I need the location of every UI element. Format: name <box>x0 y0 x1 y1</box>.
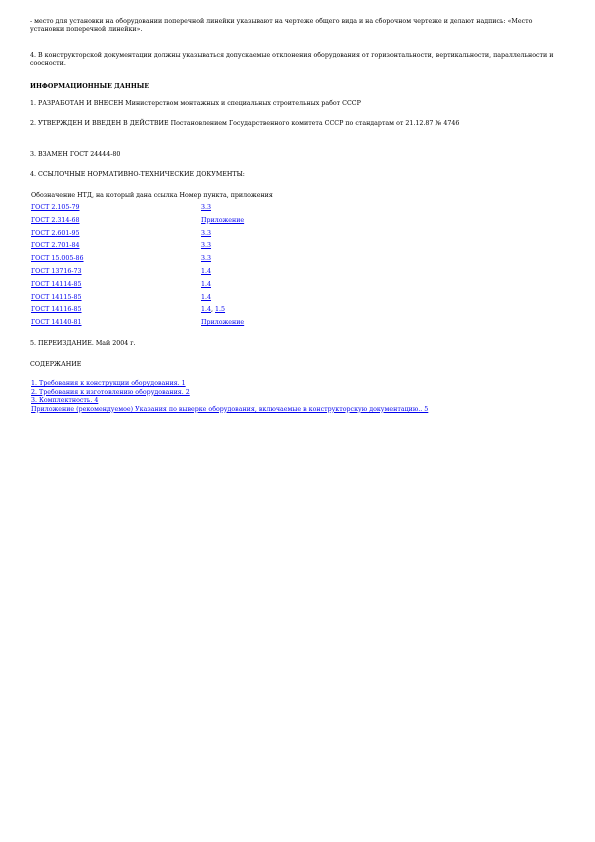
table-row <box>31 242 331 251</box>
table-row <box>31 281 331 290</box>
toc-link[interactable]: 3. Комплектность. 4 <box>31 397 99 404</box>
ref-link[interactable]: 3.3 <box>201 229 212 237</box>
doc-link[interactable]: ГОСТ 14140-81 <box>31 319 82 327</box>
info-item-1: 1. РАЗРАБОТАН И ВНЕСЕН Министерством монтажных и специальных строительных работ СССР <box>30 100 361 107</box>
toc-link[interactable]: 2. Требования к изготовлению оборудования. 2 <box>31 388 190 396</box>
table-row <box>31 268 331 277</box>
table-row <box>31 255 331 264</box>
ref-link[interactable]: 1.4 <box>201 293 212 301</box>
ref-link[interactable]: Приложение <box>201 216 245 224</box>
ref-link[interactable]: 1.4 <box>201 306 212 314</box>
doc-link[interactable]: ГОСТ 2.601-95 <box>31 229 80 237</box>
doc-link[interactable]: ГОСТ 14115-85 <box>31 293 82 301</box>
ref-link[interactable]: 3.3 <box>201 204 212 211</box>
info-heading: ИНФОРМАЦИОННЫЕ ДАННЫЕ <box>30 83 150 90</box>
contents-heading: СОДЕРЖАНИЕ <box>30 361 82 368</box>
info-item-4: 4. ССЫЛОЧНЫЕ НОРМАТИВНО-ТЕХНИЧЕСКИЕ ДОКУМЕНТЫ: <box>30 171 245 178</box>
doc-link[interactable]: ГОСТ 2.701-84 <box>31 242 80 250</box>
ref-link[interactable]: Приложение <box>201 319 245 327</box>
intro-paragraph: - место для установки на оборудовании поперечной линейки указывают на чертеже общего вида и на сборочном чертеже и делают надпись: «Место установки поперечной линейки». <box>30 18 533 34</box>
ref-link[interactable]: 3.3 <box>201 242 212 250</box>
info-item-3: 3. ВЗАМЕН ГОСТ 24444-80 <box>30 151 121 158</box>
table-row <box>31 204 331 213</box>
doc-link[interactable]: ГОСТ 2.105-79 <box>31 204 80 211</box>
info-item-5: 5. ПЕРЕИЗДАНИЕ. Май 2004 г. <box>30 340 136 347</box>
doc-link[interactable]: ГОСТ 2.314-68 <box>31 216 80 224</box>
ref-cell: 1.4, 1.5 <box>201 306 226 314</box>
doc-link[interactable]: ГОСТ 13716-73 <box>31 268 82 275</box>
ref-link[interactable]: 3.3 <box>201 255 212 263</box>
ref-link[interactable]: 1.4 <box>201 280 212 288</box>
ref-link[interactable]: 1.4 <box>201 268 212 275</box>
reference-table-header: Обозначение НТД, на который дана ссылка Номер пункта, приложения <box>31 192 273 199</box>
table-row <box>31 319 331 328</box>
toc-link[interactable]: Приложение (рекомендуемое) Указания по выверке оборудования, включаемые в конструкторскую документацию.. 5 <box>31 405 429 413</box>
table-row <box>31 294 331 303</box>
info-item-2: 2. УТВЕРЖДЕН И ВВЕДЕН В ДЕЙСТВИЕ Постановлением Государственного комитета СССР по стандартам от 21.12.87 № 4746 <box>30 120 460 127</box>
item-4-paragraph: 4. В конструкторской документации должны указываться допускаемые отклонения оборудования от горизонтальности, вертикальности, параллельности и соосности. <box>30 52 554 68</box>
table-row <box>31 230 331 239</box>
toc-link[interactable]: 1. Требования к конструкции оборудования. 1 <box>31 380 186 387</box>
doc-link[interactable]: ГОСТ 14114-85 <box>31 280 82 288</box>
doc-link[interactable]: ГОСТ 15.005-86 <box>31 255 84 263</box>
table-row <box>31 306 331 315</box>
table-row <box>31 217 331 226</box>
doc-link[interactable]: ГОСТ 14116-85 <box>31 306 82 314</box>
ref-link-secondary[interactable]: 1.5 <box>215 306 226 314</box>
